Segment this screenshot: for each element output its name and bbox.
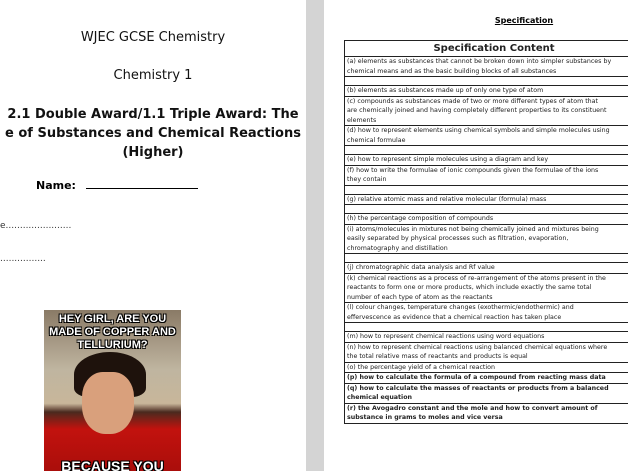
- spec-cell: [345, 155, 628, 166]
- spec-heading: Specification: [494, 16, 554, 25]
- table-row: [345, 373, 628, 384]
- spec-text: (p) how to calculate the formula of a compound from reacting mass data: [347, 374, 606, 381]
- spec-cell: [345, 224, 628, 254]
- table-row: [345, 126, 628, 146]
- table-row: [345, 57, 628, 77]
- spec-text: (b) elements as substances made up of only one type of atom: [347, 87, 544, 94]
- meme-caption-bottom: BECAUSE YOU: [61, 458, 164, 471]
- spec-cell: [345, 194, 628, 205]
- blank-row: [345, 185, 628, 194]
- spec-text: chemical formulae: [347, 136, 406, 144]
- meme-image: [44, 310, 181, 471]
- doc-title: WJEC GCSE Chemistry: [80, 30, 226, 45]
- spec-cell: [345, 126, 628, 146]
- unit-title: [0, 105, 306, 162]
- blank-row: [345, 146, 628, 155]
- spec-cell: [345, 165, 628, 185]
- spec-text: are chemically joined and having completely different properties to its constituent: [347, 107, 607, 114]
- blank-row: [345, 254, 628, 263]
- spec-cell: [345, 185, 628, 194]
- spec-text: (k) chemical reactions as a process of re-arrangement of the atoms present in the: [347, 274, 606, 282]
- spec-text: the total relative mass of reactants and products is equal: [347, 353, 528, 360]
- unit-line: 2.1 Double Award/1.1 Triple Award: The: [7, 107, 299, 122]
- spec-cell: [345, 146, 628, 155]
- table-row: [345, 303, 628, 323]
- table-row: [345, 383, 628, 403]
- spec-text: (d) how to represent elements using chemical symbols and simple molecules using: [347, 127, 610, 134]
- meme-caption-top: HEY GIRL, ARE YOU MADE OF COPPER AND TELLURIUM?: [49, 313, 176, 351]
- table-row: [345, 224, 628, 254]
- dotted-line: ................: [0, 254, 46, 264]
- spec-text: (o) the percentage yield of a chemical reaction: [347, 363, 495, 371]
- spec-text: (m) how to represent chemical reactions using word equations: [347, 333, 545, 340]
- spec-text: (j) chromatographic data analysis and Rf value: [347, 264, 495, 271]
- spec-cell: [345, 373, 628, 384]
- spec-text: number of each type of atom as the reactants: [347, 293, 493, 301]
- spec-text: (i) atoms/molecules in mixtures not being chemically joined and mixtures being: [347, 225, 599, 233]
- table-row: [345, 214, 628, 225]
- spec-cell: [345, 96, 628, 126]
- unit-line: (Higher): [122, 145, 184, 160]
- spec-text: effervescence as evidence that a chemical reaction has taken place: [347, 313, 562, 321]
- spec-cell: [345, 214, 628, 225]
- table-row: [345, 263, 628, 274]
- spec-cell: [345, 403, 628, 423]
- spec-cell: [345, 342, 628, 362]
- table-header: Specification Content: [345, 41, 628, 57]
- blank-row: [345, 205, 628, 214]
- spec-cell: [345, 86, 628, 97]
- table-row: [345, 165, 628, 185]
- spec-table: [344, 40, 628, 424]
- spec-cell: [345, 205, 628, 214]
- spec-text: (q) how to calculate the masses of reactants or products from a balanced: [347, 384, 609, 392]
- spec-cell: [345, 323, 628, 332]
- table-row: [345, 342, 628, 362]
- spec-text: they contain: [347, 176, 387, 183]
- table-row: [345, 86, 628, 97]
- spec-text: reactants to form one or more products, which include exactly the same total: [347, 284, 592, 291]
- spec-text: chemical equation: [347, 394, 413, 401]
- dotted-line: e.......................: [0, 221, 72, 231]
- spec-cell: [345, 273, 628, 303]
- spec-cell: [345, 57, 628, 77]
- spec-text: (g) relative atomic mass and relative molecular (formula) mass: [347, 195, 547, 203]
- spec-text: (a) elements as substances that cannot be broken down into simpler substances by: [347, 58, 612, 65]
- spec-text: chromatography and distillation: [347, 244, 448, 252]
- spec-text: (n) how to represent chemical reactions using balanced chemical equations where: [347, 343, 608, 351]
- table-row: [345, 273, 628, 303]
- spec-text: (c) compounds as substances made of two or more different types of atom that: [347, 97, 598, 105]
- table-row: [345, 362, 628, 373]
- spec-text: (e) how to represent simple molecules using a diagram and key: [347, 156, 549, 163]
- left-page: [0, 0, 306, 471]
- name-line: [86, 178, 198, 189]
- spec-text: (h) the percentage composition of compounds: [347, 215, 494, 222]
- spec-cell: [345, 77, 628, 86]
- name-field[interactable]: [36, 178, 198, 192]
- spec-cell: [345, 362, 628, 373]
- spec-text: (l) colour changes, temperature changes (exothermic/endothermic) and: [347, 304, 574, 311]
- doc-subtitle: Chemistry 1: [113, 68, 193, 83]
- spec-cell: [345, 263, 628, 274]
- spec-cell: [345, 254, 628, 263]
- spec-cell: [345, 303, 628, 323]
- spec-text: (r) the Avogadro constant and the mole and how to convert amount of: [347, 404, 598, 412]
- right-page: [324, 0, 628, 471]
- spec-text: elements: [347, 116, 377, 124]
- blank-row: [345, 323, 628, 332]
- meme-face: [82, 372, 134, 434]
- spec-cell: [345, 332, 628, 343]
- name-label: Name:: [36, 179, 76, 192]
- table-row: [345, 332, 628, 343]
- table-row: [345, 403, 628, 423]
- spec-text: (f) how to write the formulae of ionic compounds given the formulae of the ions: [347, 166, 599, 174]
- table-row: [345, 96, 628, 126]
- spec-text: easily separated by physical processes such as filtration, evaporation,: [347, 235, 569, 242]
- unit-line: e of Substances and Chemical Reactions: [5, 126, 301, 141]
- spec-text: substance in grams to moles and vice versa: [347, 414, 503, 421]
- table-row: [345, 194, 628, 205]
- spec-text: chemical means and as the basic building blocks of all substances: [347, 67, 557, 75]
- table-row: [345, 155, 628, 166]
- blank-row: [345, 77, 628, 86]
- spec-cell: [345, 383, 628, 403]
